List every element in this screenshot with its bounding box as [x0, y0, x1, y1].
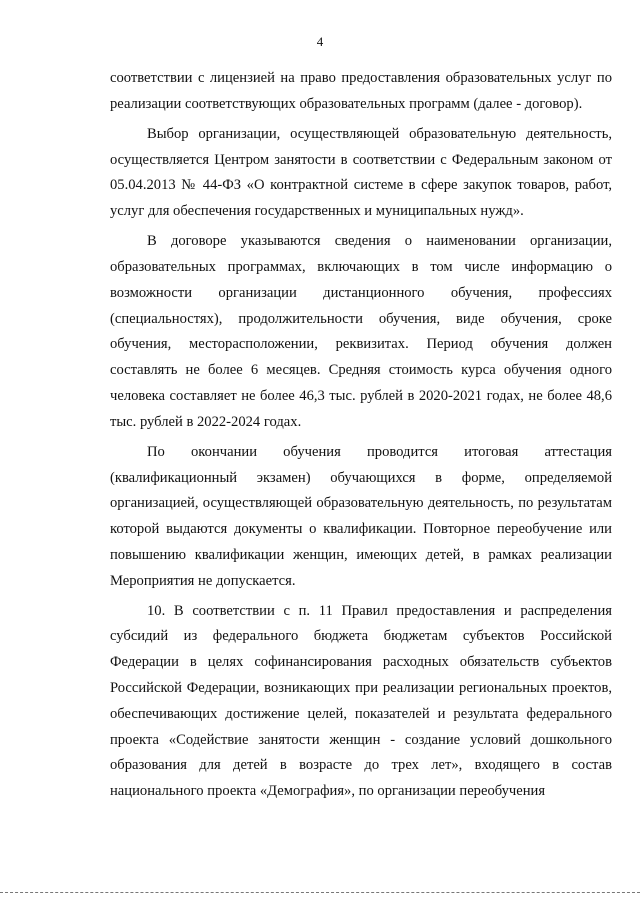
paragraph-contract-details: В договоре указываются сведения о наименовании организации, образовательных программах, включающих в том числе информацию о возможности организации дистанционного обучения, профессиях (специальностях), продолжительности обучения, виде обучения, сроке обучения, месторасположении, реквизитах. Период обучения должен составлять не более 6 месяцев. Средняя стоимость курса обучения одного человека составляет не более 46,3 тыс. рублей в 2020-2021 годах, не более 48,6 тыс. рублей в 2022-2024 годах.	[110, 233, 612, 430]
scan-bottom-edge	[0, 892, 640, 893]
paragraph-license-continuation: соответствии с лицензией на право предоставления образовательных услуг по реализации соответствующих образовательных программ (далее - договор).	[110, 70, 612, 112]
paragraph-organization-selection: Выбор организации, осуществляющей образовательную деятельность, осуществляется Центром занятости в соответствии с Федеральным законом от 05.04.2013 № 44-ФЗ «О контрактной системе в сфере закупок товаров, работ, услуг для обеспечения государственных и муниципальных нужд».	[110, 125, 612, 220]
page-number: 4	[316, 34, 324, 49]
document-body	[110, 66, 612, 809]
paragraph-item-10: 10. В соответствии с п. 11 Правил предоставления и распределения субсидий из федерального бюджета бюджетам субъектов Российской Федерации в целях софинансирования расходных обязательств субъектов Российской Федерации, возникающих при реализации региональных проектов, обеспечивающих достижение целей, показателей и результата федерального проекта «Содействие занятости женщин - создание условий дошкольного образования для детей в возрасте до трех лет», входящего в состав национального проекта «Демография», по организации переобучения	[110, 602, 612, 800]
paragraph-final-attestation: По окончании обучения проводится итоговая аттестация (квалификационный экзамен) обучающихся в форме, определяемой организацией, осуществляющей образовательную деятельность, по результатам которой выдаются документы о квалификации. Повторное переобучение или повышению квалификации женщин, имеющих детей, в рамках реализации Мероприятия не допускается.	[110, 443, 612, 589]
